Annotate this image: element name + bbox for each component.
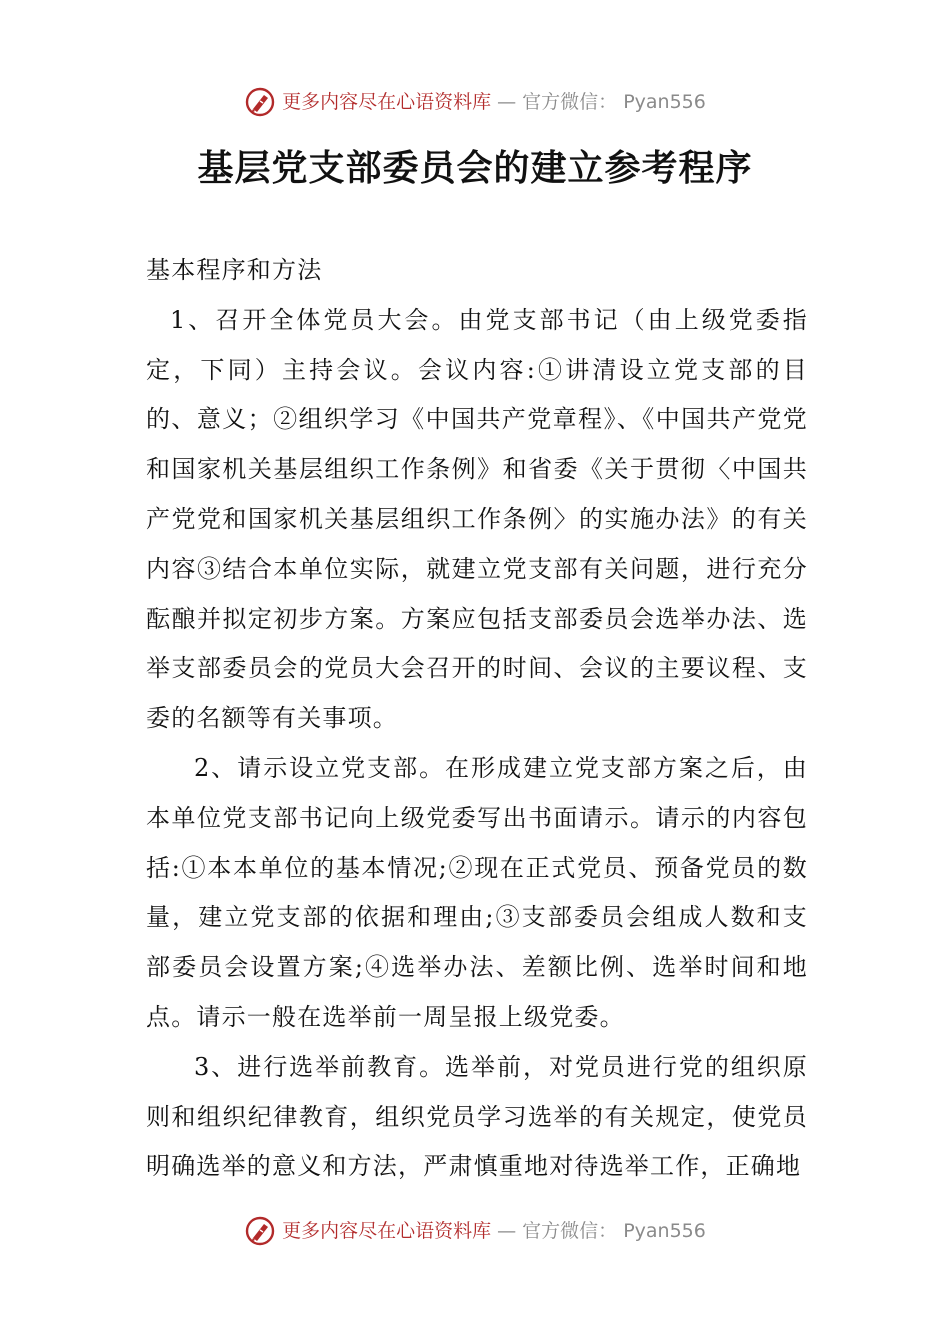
pen-nib-logo-icon	[244, 86, 276, 118]
watermark-wechat-id: Pyan556	[623, 1220, 706, 1242]
watermark-dash: —	[497, 91, 517, 113]
watermark-label: 更多内容尽在心语资料库	[282, 91, 492, 113]
watermark-dash: —	[497, 1220, 517, 1242]
paragraph-step-3: 3、进行选举前教育。选举前，对党员进行党的组织原则和组织纪律教育，组织党员学习选举的有关规定，使党员明确选举的意义和方法，严肃慎重地对待选举工作，正确地	[146, 1052, 808, 1181]
section-heading: 基本程序和方法	[146, 256, 323, 284]
paragraph-step-2: 2、请示设立党支部。在形成建立党支部方案之后，由本单位党支部书记向上级党委写出书面请示。请示的内容包括:①本本单位的基本情况;②现在正式党员、预备党员的数量，建立党支部的依据和理由;③支部委员会组成人数和支部委员会设置方案;④选举办法、差额比例、选举时间和地点。请示一般在选举前一周呈报上级党委。	[146, 753, 808, 1031]
watermark-official: 官方微信：	[522, 91, 618, 113]
paragraph-step-1: 1、召开全体党员大会。由党支部书记（由上级党委指定，下同）主持会议。会议内容:①讲清设立党支部的目的、意义；②组织学习《中国共产党章程》、《中国共产党党和国家机关基层组织工作条例》和省委《关于贯彻〈中国共产党党和国家机关基层组织工作条例〉的实施办法》的有关内容③结合本单位实际，就建立党支部有关问题，进行充分酝酿并拟定初步方案。方案应包括支部委员会选举办法、选举支部委员会的党员大会召开的时间、会议的主要议程、支委的名额等有关事项。	[146, 305, 808, 733]
watermark-header	[0, 86, 950, 118]
watermark-wechat-id: Pyan556	[623, 91, 706, 113]
document-title: 基层党支部委员会的建立参考程序	[197, 147, 753, 189]
pen-nib-logo-icon	[244, 1215, 276, 1247]
document-body	[146, 246, 808, 1192]
watermark-official: 官方微信：	[522, 1220, 618, 1242]
watermark-footer	[0, 1215, 950, 1247]
watermark-label: 更多内容尽在心语资料库	[282, 1220, 492, 1242]
